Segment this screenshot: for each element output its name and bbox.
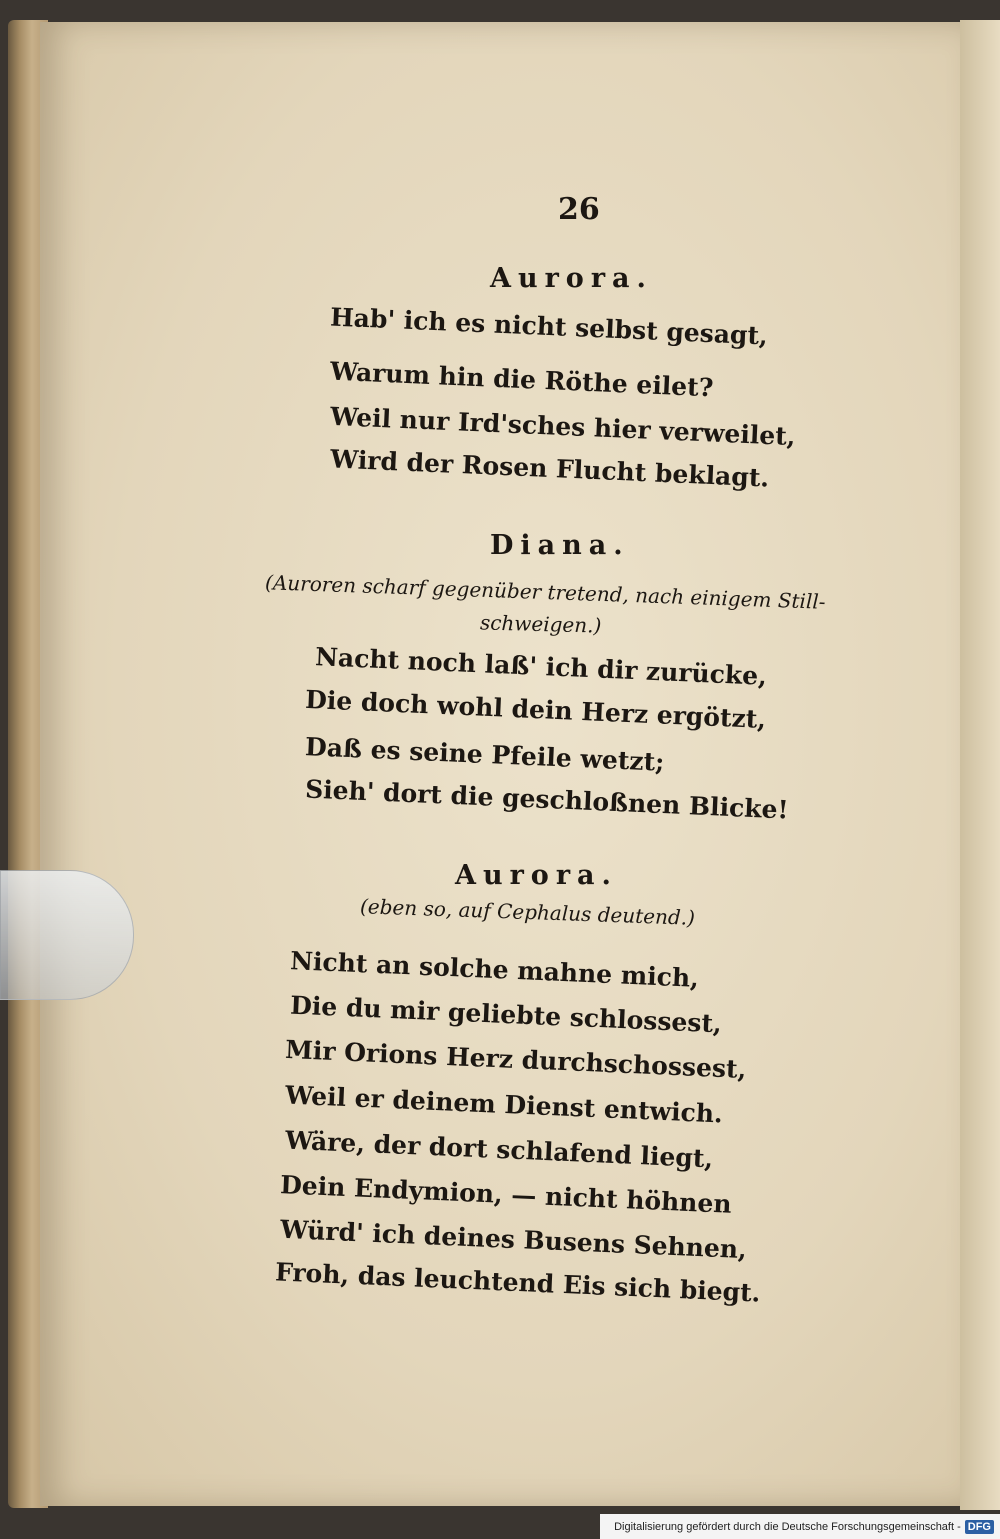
speaker-heading: Aurora.: [455, 860, 618, 891]
verse-line: Wäre, der dort schlafend liegt,: [284, 1125, 714, 1174]
speaker-heading: Diana.: [490, 530, 630, 561]
verse-line: Sieh' dort die geschloßnen Blicke!: [304, 774, 790, 825]
verse-line: Daß es seine Pfeile wetzt;: [304, 732, 666, 777]
verse-line: Warum hin die Röthe eilet?: [329, 356, 714, 403]
digitization-credit: [600, 1514, 1000, 1539]
verse-line: Froh, das leuchtend Eis sich biegt.: [274, 1257, 762, 1308]
page-clip: [0, 870, 134, 1000]
dfg-logo: DFG: [965, 1520, 994, 1534]
verse-line: Dein Endymion, — nicht höhnen: [279, 1170, 733, 1219]
verse-line: Die doch wohl dein Herz ergötzt,: [304, 684, 767, 735]
page-number: 26: [558, 192, 600, 227]
verse-line: Weil er deinem Dienst entwich.: [284, 1080, 724, 1129]
verse-line: Weil nur Ird'sches hier verweilet,: [329, 401, 797, 452]
credit-text: Digitalisierung gefördert durch die Deutsche Forschungsgemeinschaft -: [614, 1520, 961, 1533]
verse-line: Nacht noch laß' ich dir zurücke,: [314, 642, 768, 691]
speaker-heading: Aurora.: [490, 263, 653, 294]
verse-line: Hab' ich es nicht selbst gesagt,: [329, 302, 769, 351]
verse-line: Wird der Rosen Flucht beklagt.: [329, 444, 770, 493]
stage-direction: schweigen.): [479, 610, 602, 638]
verse-line: Würd' ich deines Busens Sehnen,: [279, 1214, 748, 1265]
verse-line: Nicht an solche mahne mich,: [289, 946, 700, 993]
stage-direction: (eben so, auf Cephalus deutend.): [359, 894, 696, 930]
verse-line: Die du mir geliebte schlossest,: [289, 990, 723, 1039]
verse-line: Mir Orions Herz durchschossest,: [284, 1034, 747, 1085]
stage-direction: (Auroren scharf gegenüber tretend, nach einigem Still-: [264, 570, 826, 614]
